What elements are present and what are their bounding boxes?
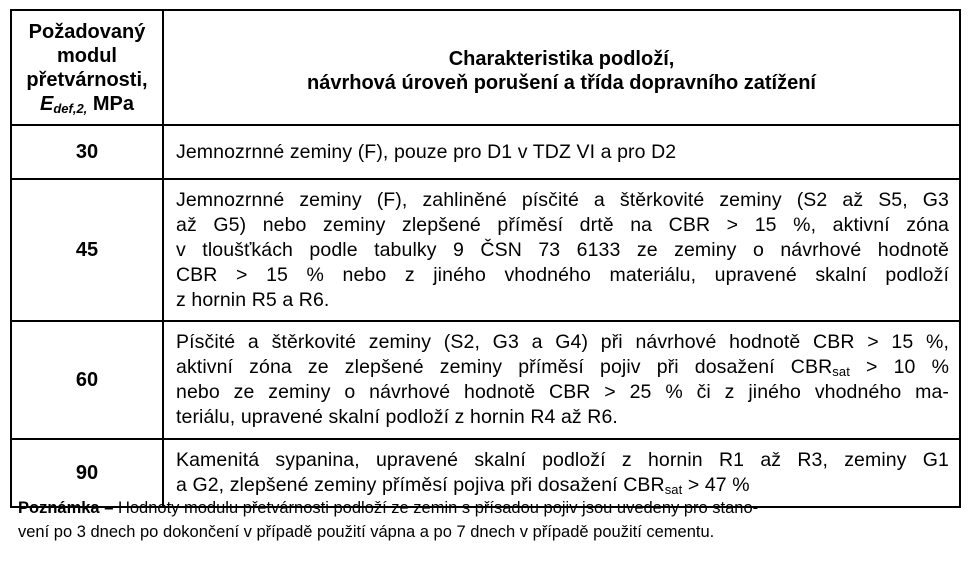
modulus-value: 60 — [11, 321, 163, 439]
characteristics-line: nebo ze zeminy o návrhové hodnotě CBR > 25 % či z jiného vhodného ma- — [176, 381, 949, 403]
note-text: Hodnoty modulu přetvárnosti podloží ze zemin s přísadou pojiv jsou uvedeny pro stano- — [113, 499, 759, 517]
header-characteristics-line: návrhová úroveň porušení a třída dopravního zatížení — [307, 71, 816, 94]
header-modulus-line: Požadovaný — [28, 20, 146, 43]
header-characteristics-line: Charakteristika podloží, — [448, 47, 675, 70]
characteristics-line — [176, 355, 949, 380]
header-characteristics — [163, 10, 960, 125]
characteristics-cell — [163, 179, 960, 321]
cbr-subscript: sat — [832, 364, 850, 379]
characteristics-text: aktivní zóna ze zlepšené zeminy příměsí pojiv při dosažení CBR — [176, 356, 833, 378]
characteristics-line: teriálu, upravené skalní podloží z hornin R4 až R6. — [176, 406, 618, 428]
characteristics-line: Kamenitá sypanina, upravené skalní podloží z hornin R1 až R3, zeminy G1 — [176, 449, 949, 471]
characteristics-line — [176, 473, 949, 498]
characteristics-line: CBR > 15 % nebo z jiného vhodného materiálu, upravené skalní podloží — [176, 263, 949, 286]
characteristics-text: > 47 % — [682, 474, 750, 496]
characteristics-line: až G5) nebo zeminy zlepšené příměsí drtě na CBR > 15 %, aktivní zóna — [176, 213, 949, 236]
table-row — [11, 179, 960, 321]
characteristics-line: z hornin R5 a R6. — [176, 288, 330, 311]
table-row — [11, 321, 960, 439]
characteristics-line: Jemnozrnné zeminy (F), pouze pro D1 v TDZ VI a pro D2 — [176, 140, 677, 163]
characteristics-cell — [163, 321, 960, 439]
header-modulus-line: modul — [57, 44, 117, 67]
characteristics-text: > 10 % — [849, 356, 950, 378]
table-row — [11, 125, 960, 179]
table-note — [18, 496, 948, 544]
header-modulus-line: přetvárnosti, — [26, 68, 148, 91]
note-line: vení po 3 dnech po dokončení v případě použití vápna a po 7 dnech v případě použití cementu. — [18, 523, 715, 541]
characteristics-line: Písčité a štěrkovité zeminy (S2, G3 a G4) při návrhové hodnotě CBR > 15 %, — [176, 331, 949, 353]
modulus-unit: MPa — [92, 92, 134, 115]
note-line — [18, 496, 948, 520]
modulus-value: 30 — [11, 125, 163, 179]
header-modulus — [11, 10, 163, 125]
note-label: Poznámka – — [18, 499, 114, 517]
characteristics-line: v tloušťkách podle tabulky 9 ČSN 73 6133 ze zeminy o návrhové hodnotě — [176, 238, 949, 261]
table-header-row — [11, 10, 960, 125]
modulus-value: 45 — [11, 179, 163, 321]
cbr-subscript: sat — [664, 482, 683, 497]
modulus-table — [10, 9, 961, 508]
modulus-symbol: E — [40, 92, 54, 115]
characteristics-cell — [163, 125, 960, 179]
characteristics-line: Jemnozrnné zeminy (F), zahliněné písčité a štěrkovité zeminy (S2 až S5, G3 — [176, 188, 949, 211]
characteristics-text: a G2, zlepšené zeminy příměsí pojiva při dosažení CBR — [176, 474, 665, 496]
modulus-symbol-subscript: def,2, — [53, 100, 88, 116]
header-modulus-symbol-line — [12, 92, 162, 116]
modulus-value: 90 — [11, 439, 163, 507]
